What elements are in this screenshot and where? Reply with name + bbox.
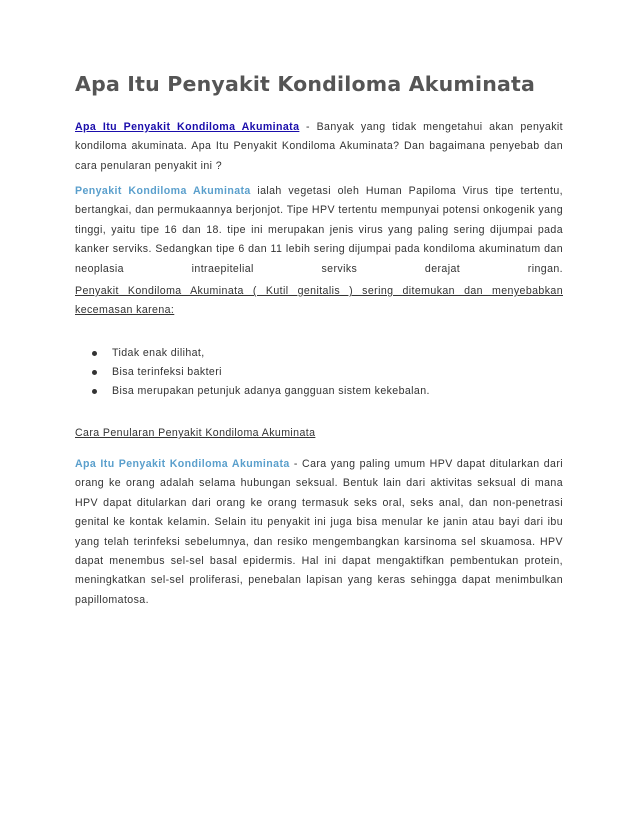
transmission-heading xyxy=(75,424,563,443)
list-item-text: Bisa merupakan petunjuk adanya gangguan sistem kekebalan. xyxy=(112,385,430,397)
bullet-icon xyxy=(92,351,97,356)
list-item-text: Bisa terinfeksi bakteri xyxy=(112,366,222,378)
transmission-paragraph xyxy=(75,455,563,610)
transmission-keyword: Apa Itu Penyakit Kondiloma Akuminata xyxy=(75,458,290,470)
reasons-list xyxy=(75,344,430,401)
list-item xyxy=(75,344,430,363)
definition-keyword: Penyakit Kondiloma Akuminata xyxy=(75,185,251,197)
cause-heading xyxy=(75,282,563,321)
intro-text: - Banyak yang tidak mengetahui akan penyakit kondiloma akuminata. Apa Itu Penyakit Kondiloma Akuminata? Dan bagaimana penyebab dan cara penularan penyakit ini ? xyxy=(75,121,564,172)
list-item xyxy=(75,382,430,401)
transmission-heading-text: Cara Penularan Penyakit Kondiloma Akuminata xyxy=(75,427,316,439)
bullet-icon xyxy=(92,370,97,375)
definition-text: ialah vegetasi oleh Human Papiloma Virus tipe tertentu, bertangkai, dan permukaannya berjonjot. Tipe HPV tertentu mempunyai potensi onkogenik yang tinggi, yaitu tipe 16 dan 18. tipe ini merupakan jenis virus yang paling sering dijumpai pada kanker serviks. Sedangkan tipe 6 dan 11 lebih sering dijumpai pada kondiloma akuminatum dan neoplasia intraepitelial serviks derajat ringan. xyxy=(75,185,563,275)
list-item-text: Tidak enak dilihat, xyxy=(112,347,205,359)
intro-paragraph xyxy=(75,118,563,176)
intro-link[interactable]: Apa Itu Penyakit Kondiloma Akuminata xyxy=(75,121,300,133)
cause-heading-text: Penyakit Kondiloma Akuminata ( Kutil genitalis ) sering ditemukan dan menyebabkan kecemasan karena: xyxy=(75,285,563,317)
page-title: Apa Itu Penyakit Kondiloma Akuminata xyxy=(75,72,536,96)
list-item xyxy=(75,363,430,382)
definition-paragraph xyxy=(75,182,563,279)
transmission-text: - Cara yang paling umum HPV dapat ditularkan dari orang ke orang adalah selama hubungan seksual. Bentuk lain dari aktivitas seksual di mana HPV dapat ditularkan dari orang ke orang termasuk seks oral, seks anal, dan non-penetrasi genital ke kontak kelamin. Selain itu penyakit ini juga bisa menular ke janin atau bayi dari ibu yang telah terinfeksi sebelumnya, dan resiko mengembangkan karsinoma sel skuamosa. HPV dapat menembus sel-sel basal epidermis. Hal ini dapat mengaktifkan pembentukan protein, meningkatkan sel-sel proliferasi, penebalan lapisan yang keras sehingga dapat menimbulkan papillomatosa. xyxy=(75,458,563,606)
bullet-icon xyxy=(92,389,97,394)
